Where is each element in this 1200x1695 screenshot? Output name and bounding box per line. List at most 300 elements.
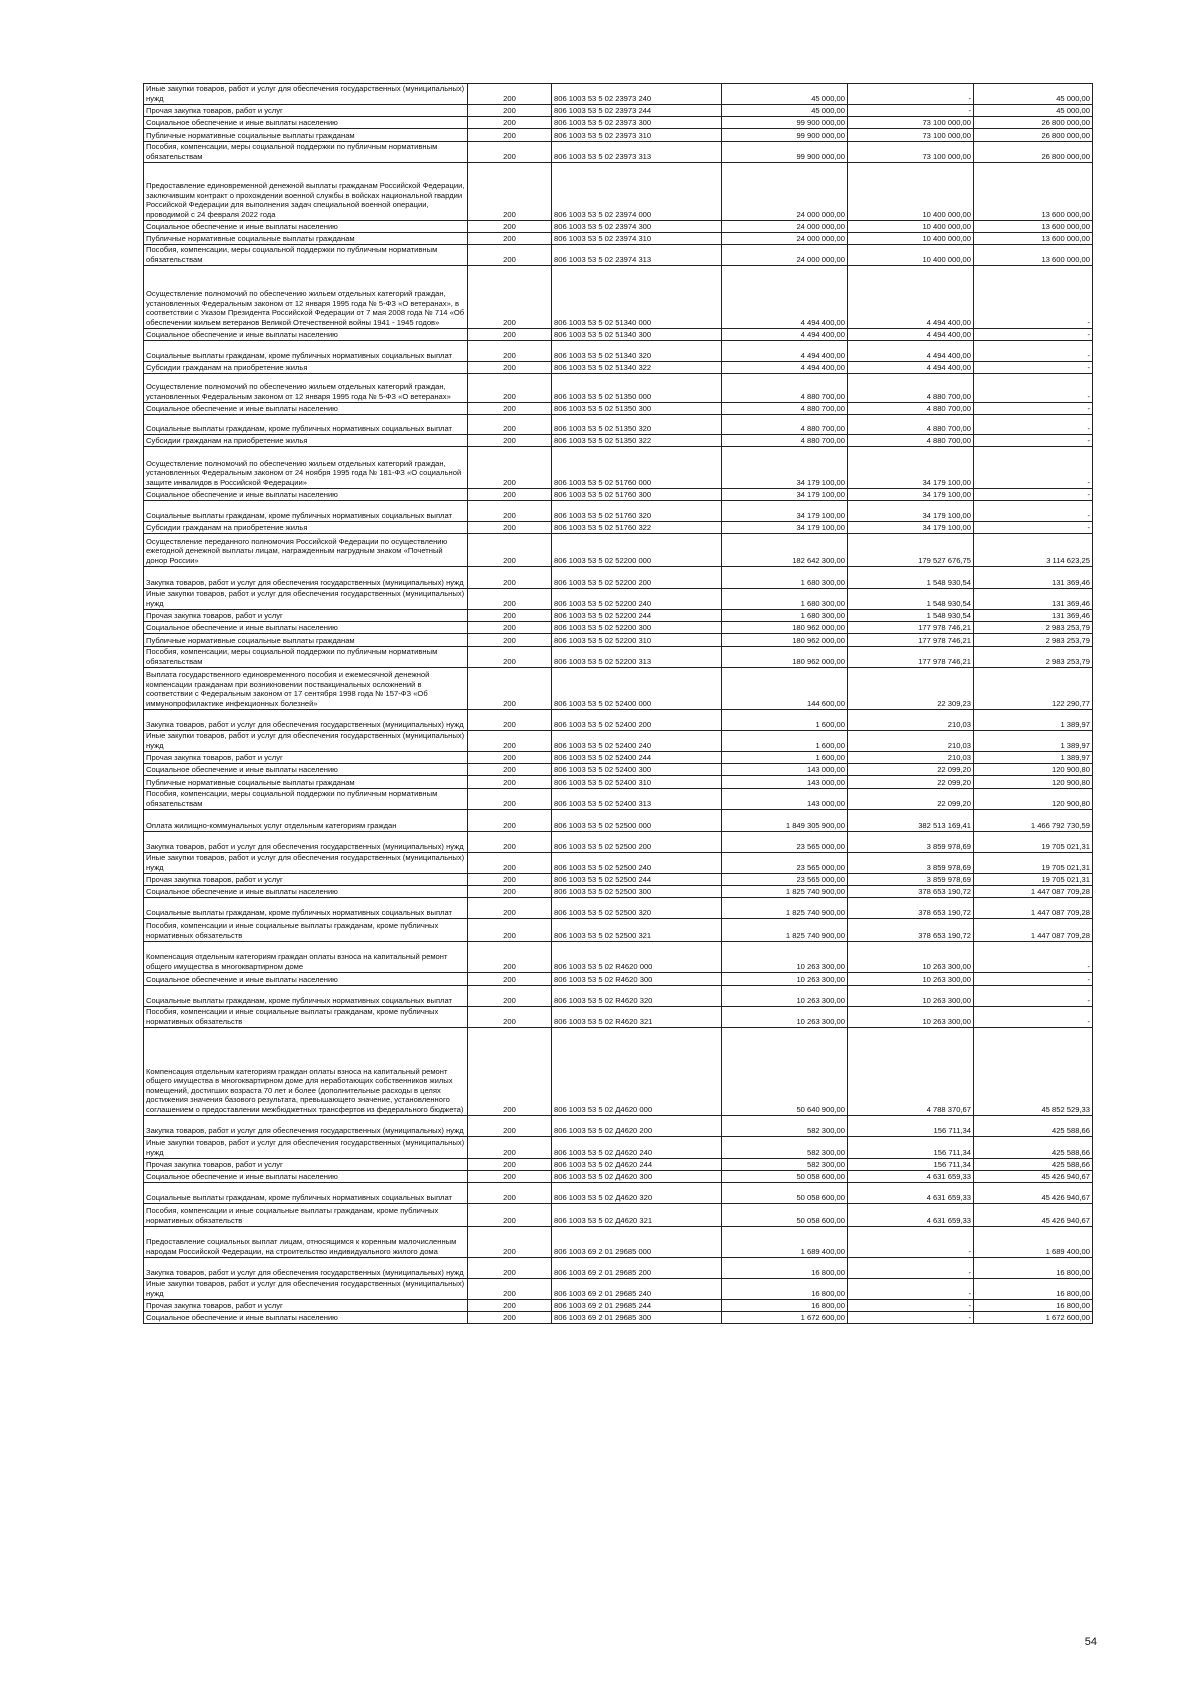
row-executed-amount: 10 263 300,00 (848, 986, 974, 1007)
row-executed-amount: 177 978 746,21 (848, 634, 974, 647)
row-plan-amount: 1 849 305 900,00 (722, 810, 848, 832)
row-executed-amount: - (848, 84, 974, 105)
row-kbk: 806 1003 69 2 01 29685 200 (552, 1258, 722, 1279)
row-plan-amount: 180 962 000,00 (722, 634, 848, 647)
table-row (144, 567, 1093, 589)
row-name: Оплата жилищно-коммунальных услуг отдельным категориям граждан (144, 810, 468, 832)
row-name: Субсидии гражданам на приобретение жилья (144, 522, 468, 534)
row-remaining-amount: - (974, 942, 1093, 973)
row-remaining-amount: 131 369,46 (974, 589, 1093, 610)
row-name: Пособия, компенсации, меры социальной поддержки по публичным нормативным обязательствам (144, 789, 468, 810)
row-code: 200 (468, 1159, 552, 1171)
row-name: Субсидии гражданам на приобретение жилья (144, 362, 468, 374)
row-name: Закупка товаров, работ и услуг для обеспечения государственных (муниципальных) нужд (144, 710, 468, 731)
row-kbk: 806 1003 53 5 02 23973 300 (552, 117, 722, 129)
row-name: Социальные выплаты гражданам, кроме публичных нормативных социальных выплат (144, 415, 468, 435)
row-executed-amount: 156 711,34 (848, 1116, 974, 1137)
row-executed-amount: 156 711,34 (848, 1159, 974, 1171)
table-row (144, 710, 1093, 731)
row-name: Социальное обеспечение и иные выплаты населению (144, 1312, 468, 1324)
row-name: Предоставление социальных выплат лицам, относящимся к коренным малочисленным народам Российской Федерации, на строительство индивидуального жилого дома (144, 1227, 468, 1258)
table-row (144, 1300, 1093, 1312)
row-code: 200 (468, 853, 552, 874)
row-kbk: 806 1003 53 5 02 52200 313 (552, 647, 722, 668)
row-name: Осуществление переданного полномочия Российской Федерации по осуществлению ежегодной денежной выплаты лицам, награжденным нагрудным знаком «Почетный донор России» (144, 534, 468, 567)
row-executed-amount: - (848, 1227, 974, 1258)
row-plan-amount: 144 600,00 (722, 668, 848, 710)
table-row (144, 435, 1093, 447)
row-remaining-amount: 13 600 000,00 (974, 233, 1093, 245)
row-remaining-amount: 13 600 000,00 (974, 221, 1093, 233)
row-plan-amount: 143 000,00 (722, 789, 848, 810)
table-row (144, 84, 1093, 105)
row-name: Пособия, компенсации и иные социальные выплаты гражданам, кроме публичных нормативных обязательств (144, 1204, 468, 1227)
table-row (144, 764, 1093, 776)
row-name: Социальное обеспечение и иные выплаты населению (144, 973, 468, 986)
row-executed-amount: 4 631 659,33 (848, 1171, 974, 1183)
row-executed-amount: 210,03 (848, 731, 974, 752)
row-kbk: 806 1003 53 5 02 52400 313 (552, 789, 722, 810)
row-plan-amount: 143 000,00 (722, 764, 848, 776)
table-row (144, 1312, 1093, 1324)
table-row (144, 129, 1093, 142)
row-kbk: 806 1003 53 5 02 51760 322 (552, 522, 722, 534)
table-row (144, 233, 1093, 245)
row-remaining-amount: - (974, 973, 1093, 986)
row-kbk: 806 1003 53 5 02 Д4620 200 (552, 1116, 722, 1137)
table-row (144, 142, 1093, 163)
row-executed-amount: 4 631 659,33 (848, 1204, 974, 1227)
row-name: Социальные выплаты гражданам, кроме публичных нормативных социальных выплат (144, 1183, 468, 1204)
table-row (144, 245, 1093, 266)
row-code: 200 (468, 117, 552, 129)
table-row (144, 1159, 1093, 1171)
row-kbk: 806 1003 53 5 02 Д4620 321 (552, 1204, 722, 1227)
row-remaining-amount: 45 000,00 (974, 84, 1093, 105)
row-code: 200 (468, 942, 552, 973)
row-executed-amount: 4 494 400,00 (848, 362, 974, 374)
row-remaining-amount: - (974, 986, 1093, 1007)
row-executed-amount: - (848, 1279, 974, 1300)
row-kbk: 806 1003 53 5 02 52500 321 (552, 919, 722, 942)
row-plan-amount: 23 565 000,00 (722, 874, 848, 886)
row-plan-amount: 10 263 300,00 (722, 1007, 848, 1028)
row-name: Иные закупки товаров, работ и услуг для обеспечения государственных (муниципальных) нужд (144, 84, 468, 105)
row-kbk: 806 1003 53 5 02 52400 240 (552, 731, 722, 752)
row-remaining-amount: - (974, 435, 1093, 447)
row-executed-amount: 1 548 930,54 (848, 567, 974, 589)
row-plan-amount: 99 900 000,00 (722, 117, 848, 129)
row-kbk: 806 1003 53 5 02 52500 300 (552, 886, 722, 898)
row-code: 200 (468, 489, 552, 501)
row-kbk: 806 1003 53 5 02 Д4620 300 (552, 1171, 722, 1183)
row-name: Закупка товаров, работ и услуг для обеспечения государственных (муниципальных) нужд (144, 567, 468, 589)
row-remaining-amount: 2 983 253,79 (974, 647, 1093, 668)
table-row (144, 610, 1093, 622)
row-code: 200 (468, 731, 552, 752)
table-row (144, 668, 1093, 710)
row-name: Публичные нормативные социальные выплаты гражданам (144, 129, 468, 142)
row-name: Пособия, компенсации, меры социальной поддержки по публичным нормативным обязательствам (144, 142, 468, 163)
row-executed-amount: 10 400 000,00 (848, 221, 974, 233)
row-remaining-amount: 13 600 000,00 (974, 163, 1093, 221)
row-remaining-amount: 26 800 000,00 (974, 129, 1093, 142)
row-code: 200 (468, 362, 552, 374)
row-remaining-amount: 19 705 021,31 (974, 874, 1093, 886)
row-kbk: 806 1003 53 5 02 Д4620 244 (552, 1159, 722, 1171)
row-name: Осуществление полномочий по обеспечению жильем отдельных категорий граждан, установленных Федеральным законом от 24 ноября 1995 года № 181-ФЗ «О социальной защите инвалидов в Российской Федерации» (144, 447, 468, 489)
row-name: Прочая закупка товаров, работ и услуг (144, 105, 468, 117)
row-name: Прочая закупка товаров, работ и услуг (144, 1300, 468, 1312)
row-code: 200 (468, 1171, 552, 1183)
row-plan-amount: 24 000 000,00 (722, 233, 848, 245)
table-row (144, 1204, 1093, 1227)
table-row (144, 853, 1093, 874)
table-row (144, 221, 1093, 233)
row-name: Компенсация отдельным категориям граждан оплаты взноса на капитальный ремонт общего имущества в многоквартирном доме для неработающих собственников жилых помещений, достигших возраста 70 лет и более (дополнительные расходы в целях достижения значения базового результата, превышающего значение, установленного соглашением о предоставлении межбюджетных трансфертов из федерального бюджета) (144, 1028, 468, 1116)
row-name: Прочая закупка товаров, работ и услуг (144, 874, 468, 886)
row-code: 200 (468, 874, 552, 886)
row-remaining-amount: - (974, 1007, 1093, 1028)
row-kbk: 806 1003 53 5 02 52500 240 (552, 853, 722, 874)
row-plan-amount: 1 689 400,00 (722, 1227, 848, 1258)
table-row (144, 105, 1093, 117)
row-plan-amount: 45 000,00 (722, 84, 848, 105)
table-row (144, 1258, 1093, 1279)
table-row (144, 522, 1093, 534)
row-code: 200 (468, 789, 552, 810)
row-plan-amount: 23 565 000,00 (722, 853, 848, 874)
row-remaining-amount: - (974, 447, 1093, 489)
row-kbk: 806 1003 53 5 02 51340 322 (552, 362, 722, 374)
row-executed-amount: 4 494 400,00 (848, 341, 974, 362)
row-kbk: 806 1003 53 5 02 23974 000 (552, 163, 722, 221)
row-executed-amount: 3 859 978,69 (848, 832, 974, 853)
row-name: Осуществление полномочий по обеспечению жильем отдельных категорий граждан, установленных Федеральным законом от 12 января 1995 года № 5-ФЗ «О ветеранах» (144, 374, 468, 403)
table-row (144, 403, 1093, 415)
row-executed-amount: 177 978 746,21 (848, 647, 974, 668)
row-plan-amount: 4 880 700,00 (722, 374, 848, 403)
row-plan-amount: 4 880 700,00 (722, 403, 848, 415)
row-name: Социальное обеспечение и иные выплаты населению (144, 329, 468, 341)
row-code: 200 (468, 374, 552, 403)
row-remaining-amount: 122 290,77 (974, 668, 1093, 710)
row-code: 200 (468, 1312, 552, 1324)
row-kbk: 806 1003 53 5 02 52200 200 (552, 567, 722, 589)
row-executed-amount: - (848, 105, 974, 117)
row-code: 200 (468, 1137, 552, 1159)
row-code: 200 (468, 764, 552, 776)
row-kbk: 806 1003 53 5 02 52400 310 (552, 776, 722, 789)
row-name: Публичные нормативные социальные выплаты гражданам (144, 634, 468, 647)
row-name: Социальное обеспечение и иные выплаты населению (144, 489, 468, 501)
row-plan-amount: 143 000,00 (722, 776, 848, 789)
row-kbk: 806 1003 53 5 02 52500 320 (552, 898, 722, 919)
row-code: 200 (468, 1183, 552, 1204)
table-row (144, 163, 1093, 221)
row-code: 200 (468, 1204, 552, 1227)
row-code: 200 (468, 1007, 552, 1028)
row-kbk: 806 1003 53 5 02 52400 244 (552, 752, 722, 764)
row-remaining-amount: 425 588,66 (974, 1137, 1093, 1159)
row-remaining-amount: 131 369,46 (974, 610, 1093, 622)
row-code: 200 (468, 233, 552, 245)
table-row (144, 1028, 1093, 1116)
row-kbk: 806 1003 53 5 02 52500 244 (552, 874, 722, 886)
row-executed-amount: 382 513 169,41 (848, 810, 974, 832)
row-kbk: 806 1003 53 5 02 51340 320 (552, 341, 722, 362)
table-row (144, 634, 1093, 647)
row-remaining-amount: - (974, 415, 1093, 435)
table-row (144, 415, 1093, 435)
row-executed-amount: 179 527 676,75 (848, 534, 974, 567)
row-code: 200 (468, 776, 552, 789)
row-name: Закупка товаров, работ и услуг для обеспечения государственных (муниципальных) нужд (144, 832, 468, 853)
row-plan-amount: 1 680 300,00 (722, 567, 848, 589)
row-executed-amount: 210,03 (848, 710, 974, 731)
row-name: Социальное обеспечение и иные выплаты населению (144, 403, 468, 415)
row-executed-amount: 210,03 (848, 752, 974, 764)
row-name: Социальные выплаты гражданам, кроме публичных нормативных социальных выплат (144, 898, 468, 919)
row-remaining-amount: 2 983 253,79 (974, 622, 1093, 634)
row-code: 200 (468, 1300, 552, 1312)
row-code: 200 (468, 501, 552, 522)
row-remaining-amount: 1 389,97 (974, 710, 1093, 731)
row-remaining-amount: - (974, 522, 1093, 534)
row-remaining-amount: - (974, 362, 1093, 374)
row-code: 200 (468, 886, 552, 898)
row-plan-amount: 24 000 000,00 (722, 245, 848, 266)
table-row (144, 341, 1093, 362)
table-row (144, 789, 1093, 810)
row-remaining-amount: - (974, 489, 1093, 501)
row-remaining-amount: 45 000,00 (974, 105, 1093, 117)
row-remaining-amount: 3 114 623,25 (974, 534, 1093, 567)
row-name: Социальное обеспечение и иные выплаты населению (144, 1171, 468, 1183)
table-row (144, 374, 1093, 403)
row-executed-amount: 4 631 659,33 (848, 1183, 974, 1204)
row-plan-amount: 16 800,00 (722, 1258, 848, 1279)
row-executed-amount: - (848, 1312, 974, 1324)
row-kbk: 806 1003 53 5 02 Д4620 000 (552, 1028, 722, 1116)
row-plan-amount: 1 680 300,00 (722, 589, 848, 610)
table-row (144, 1279, 1093, 1300)
row-kbk: 806 1003 53 5 02 R4620 300 (552, 973, 722, 986)
row-executed-amount: 4 880 700,00 (848, 435, 974, 447)
row-executed-amount: 22 309,23 (848, 668, 974, 710)
table-row (144, 886, 1093, 898)
row-plan-amount: 180 962 000,00 (722, 622, 848, 634)
row-name: Закупка товаров, работ и услуг для обеспечения государственных (муниципальных) нужд (144, 1258, 468, 1279)
row-executed-amount: 156 711,34 (848, 1137, 974, 1159)
row-code: 200 (468, 589, 552, 610)
row-name: Социальные выплаты гражданам, кроме публичных нормативных социальных выплат (144, 501, 468, 522)
row-kbk: 806 1003 53 5 02 52200 300 (552, 622, 722, 634)
row-plan-amount: 50 058 600,00 (722, 1204, 848, 1227)
table-row (144, 1227, 1093, 1258)
row-code: 200 (468, 329, 552, 341)
row-executed-amount: 4 880 700,00 (848, 415, 974, 435)
row-plan-amount: 1 680 300,00 (722, 610, 848, 622)
table-row (144, 266, 1093, 329)
row-plan-amount: 34 179 100,00 (722, 522, 848, 534)
row-remaining-amount: 13 600 000,00 (974, 245, 1093, 266)
row-remaining-amount: 1 389,97 (974, 731, 1093, 752)
row-plan-amount: 180 962 000,00 (722, 647, 848, 668)
row-executed-amount: 4 880 700,00 (848, 374, 974, 403)
row-code: 200 (468, 647, 552, 668)
row-code: 200 (468, 622, 552, 634)
row-kbk: 806 1003 53 5 02 23973 313 (552, 142, 722, 163)
row-code: 200 (468, 973, 552, 986)
table-row (144, 1183, 1093, 1204)
row-name: Закупка товаров, работ и услуг для обеспечения государственных (муниципальных) нужд (144, 1116, 468, 1137)
row-executed-amount: 4 494 400,00 (848, 266, 974, 329)
row-code: 200 (468, 266, 552, 329)
row-executed-amount: 1 548 930,54 (848, 589, 974, 610)
row-plan-amount: 582 300,00 (722, 1137, 848, 1159)
row-code: 200 (468, 986, 552, 1007)
table-body (144, 84, 1093, 1324)
row-remaining-amount: 45 426 940,67 (974, 1204, 1093, 1227)
row-name: Социальное обеспечение и иные выплаты населению (144, 622, 468, 634)
row-name: Социальное обеспечение и иные выплаты населению (144, 764, 468, 776)
table-row (144, 986, 1093, 1007)
table-row (144, 1116, 1093, 1137)
row-kbk: 806 1003 53 5 02 51340 300 (552, 329, 722, 341)
row-kbk: 806 1003 53 5 02 51760 300 (552, 489, 722, 501)
row-executed-amount: 34 179 100,00 (848, 522, 974, 534)
row-code: 200 (468, 752, 552, 764)
row-executed-amount: 22 099,20 (848, 789, 974, 810)
row-code: 200 (468, 403, 552, 415)
row-name: Иные закупки товаров, работ и услуг для обеспечения государственных (муниципальных) нужд (144, 589, 468, 610)
row-plan-amount: 4 494 400,00 (722, 341, 848, 362)
table-row (144, 362, 1093, 374)
row-remaining-amount: 26 800 000,00 (974, 117, 1093, 129)
row-name: Иные закупки товаров, работ и услуг для обеспечения государственных (муниципальных) нужд (144, 1279, 468, 1300)
row-plan-amount: 50 640 900,00 (722, 1028, 848, 1116)
table-row (144, 731, 1093, 752)
row-executed-amount: 3 859 978,69 (848, 874, 974, 886)
row-executed-amount: 10 263 300,00 (848, 942, 974, 973)
row-kbk: 806 1003 53 5 02 Д4620 320 (552, 1183, 722, 1204)
table-row (144, 534, 1093, 567)
row-plan-amount: 1 600,00 (722, 710, 848, 731)
row-plan-amount: 24 000 000,00 (722, 221, 848, 233)
row-code: 200 (468, 1227, 552, 1258)
row-executed-amount: - (848, 1300, 974, 1312)
row-remaining-amount: - (974, 403, 1093, 415)
row-remaining-amount: 45 852 529,33 (974, 1028, 1093, 1116)
row-code: 200 (468, 919, 552, 942)
row-remaining-amount: - (974, 374, 1093, 403)
row-kbk: 806 1003 53 5 02 52200 310 (552, 634, 722, 647)
table-row (144, 973, 1093, 986)
row-name: Иные закупки товаров, работ и услуг для обеспечения государственных (муниципальных) нужд (144, 731, 468, 752)
row-remaining-amount: 120 900,80 (974, 776, 1093, 789)
table-row (144, 501, 1093, 522)
table-row (144, 898, 1093, 919)
row-code: 200 (468, 832, 552, 853)
row-code: 200 (468, 447, 552, 489)
row-kbk: 806 1003 53 5 02 Д4620 240 (552, 1137, 722, 1159)
row-name: Социальные выплаты гражданам, кроме публичных нормативных социальных выплат (144, 341, 468, 362)
row-plan-amount: 4 494 400,00 (722, 329, 848, 341)
row-name: Социальное обеспечение и иные выплаты населению (144, 117, 468, 129)
row-executed-amount: 378 653 190,72 (848, 898, 974, 919)
row-code: 200 (468, 84, 552, 105)
row-name: Осуществление полномочий по обеспечению жильем отдельных категорий граждан, установленных Федеральным законом от 12 января 1995 года № 5-ФЗ «О ветеранах», в соответствии с Указом Президента Российской Федерации от 7 мая 2008 года № 714 «Об обеспечении жильем ветеранов Великой Отечественной войны 1941 - 1945 годов» (144, 266, 468, 329)
row-executed-amount: 4 494 400,00 (848, 329, 974, 341)
row-kbk: 806 1003 53 5 02 23974 313 (552, 245, 722, 266)
row-plan-amount: 23 565 000,00 (722, 832, 848, 853)
row-code: 200 (468, 163, 552, 221)
row-plan-amount: 4 494 400,00 (722, 266, 848, 329)
row-plan-amount: 99 900 000,00 (722, 142, 848, 163)
row-executed-amount: 73 100 000,00 (848, 129, 974, 142)
row-remaining-amount: 1 447 087 709,28 (974, 919, 1093, 942)
row-name: Пособия, компенсации, меры социальной поддержки по публичным нормативным обязательствам (144, 245, 468, 266)
table-row (144, 589, 1093, 610)
row-remaining-amount: - (974, 329, 1093, 341)
row-plan-amount: 34 179 100,00 (722, 501, 848, 522)
row-plan-amount: 1 825 740 900,00 (722, 919, 848, 942)
row-kbk: 806 1003 53 5 02 52200 240 (552, 589, 722, 610)
row-executed-amount: 3 859 978,69 (848, 853, 974, 874)
row-code: 200 (468, 105, 552, 117)
row-plan-amount: 34 179 100,00 (722, 447, 848, 489)
row-remaining-amount: 425 588,66 (974, 1159, 1093, 1171)
row-executed-amount: 378 653 190,72 (848, 886, 974, 898)
row-remaining-amount: 425 588,66 (974, 1116, 1093, 1137)
row-code: 200 (468, 341, 552, 362)
table-row (144, 447, 1093, 489)
row-kbk: 806 1003 53 5 02 51350 322 (552, 435, 722, 447)
row-executed-amount: 10 400 000,00 (848, 245, 974, 266)
budget-execution-table (143, 83, 1093, 1324)
row-code: 200 (468, 1258, 552, 1279)
table-row (144, 1007, 1093, 1028)
row-remaining-amount: - (974, 341, 1093, 362)
row-remaining-amount: 2 983 253,79 (974, 634, 1093, 647)
row-plan-amount: 4 880 700,00 (722, 415, 848, 435)
page-number: 54 (1084, 1636, 1097, 1648)
row-remaining-amount: 26 800 000,00 (974, 142, 1093, 163)
row-code: 200 (468, 221, 552, 233)
row-remaining-amount: 1 689 400,00 (974, 1227, 1093, 1258)
row-remaining-amount: - (974, 266, 1093, 329)
row-code: 200 (468, 1116, 552, 1137)
row-code: 200 (468, 710, 552, 731)
table-row (144, 329, 1093, 341)
row-executed-amount: 10 263 300,00 (848, 1007, 974, 1028)
row-code: 200 (468, 534, 552, 567)
row-remaining-amount: 1 447 087 709,28 (974, 886, 1093, 898)
row-name: Социальное обеспечение и иные выплаты населению (144, 221, 468, 233)
row-plan-amount: 50 058 600,00 (722, 1171, 848, 1183)
table-row (144, 832, 1093, 853)
row-remaining-amount: 16 800,00 (974, 1258, 1093, 1279)
row-kbk: 806 1003 53 5 02 51350 320 (552, 415, 722, 435)
row-remaining-amount: 45 426 940,67 (974, 1171, 1093, 1183)
table-row (144, 1171, 1093, 1183)
row-remaining-amount: 16 800,00 (974, 1300, 1093, 1312)
table-row (144, 752, 1093, 764)
row-executed-amount: 10 400 000,00 (848, 233, 974, 245)
row-kbk: 806 1003 53 5 02 51350 300 (552, 403, 722, 415)
row-executed-amount: 73 100 000,00 (848, 117, 974, 129)
